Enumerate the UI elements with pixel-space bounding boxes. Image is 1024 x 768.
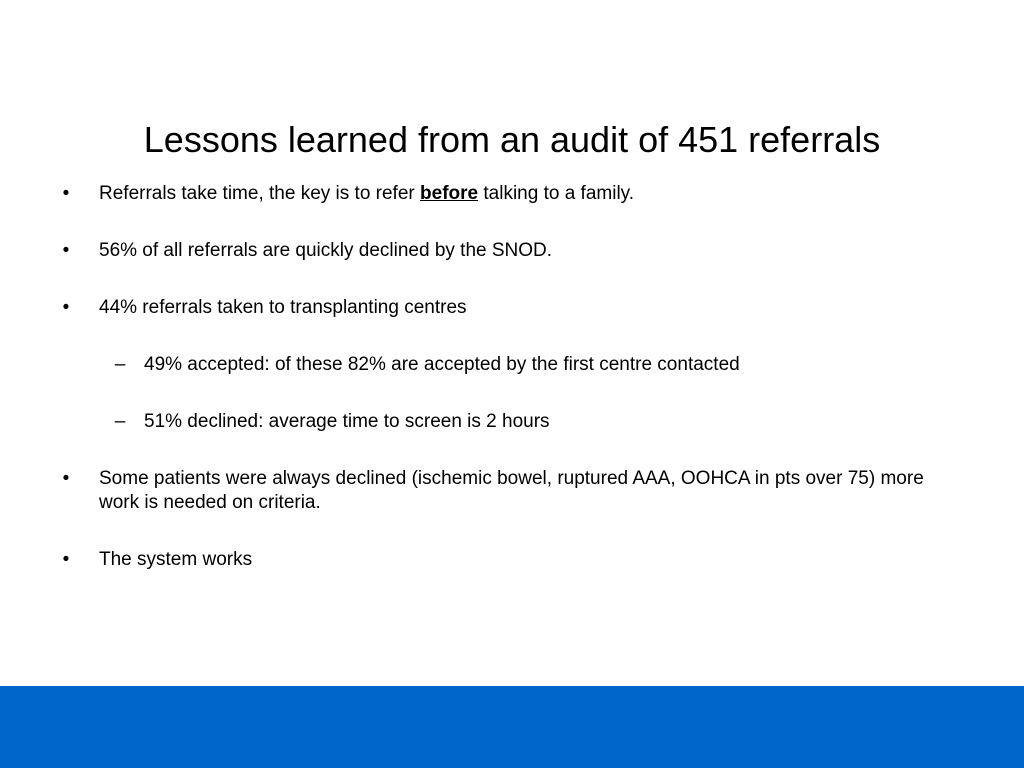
bullet-list	[58, 182, 958, 605]
bullet-item	[58, 548, 958, 572]
dash-marker: –	[114, 411, 126, 432]
bullet-text: The system works	[99, 549, 253, 570]
sub-bullet-item	[58, 353, 958, 377]
footer-bar	[0, 686, 1024, 768]
bullet-marker: •	[62, 549, 70, 570]
bullet-marker: •	[62, 468, 70, 489]
bullet-text-after: talking to a family.	[478, 183, 635, 204]
dash-marker: –	[114, 354, 126, 375]
sub-bullet-text: 51% declined: average time to screen is 2 hours	[144, 411, 550, 432]
bullet-item	[58, 467, 958, 515]
bullet-marker: •	[62, 240, 70, 261]
sub-bullet-item	[58, 410, 958, 434]
bullet-text: 44% referrals taken to transplanting centres	[99, 297, 467, 318]
slide-title: Lessons learned from an audit of 451 referrals	[143, 119, 881, 160]
sub-bullet-text: 49% accepted: of these 82% are accepted by the first centre contacted	[144, 354, 740, 375]
bullet-marker: •	[62, 297, 70, 318]
bullet-text	[99, 182, 958, 206]
bullet-emphasis: before	[420, 183, 479, 204]
bullet-marker: •	[62, 183, 70, 204]
bullet-item	[58, 182, 958, 206]
bullet-item	[58, 239, 958, 263]
bullet-item	[58, 296, 958, 320]
bullet-text: 56% of all referrals are quickly declined by the SNOD.	[99, 240, 553, 261]
bullet-text: Some patients were always declined (ischemic bowel, ruptured AAA, OOHCA in pts over 75) more work is needed on criteria.	[99, 468, 924, 513]
bullet-text-before: Referrals take time, the key is to refer	[99, 183, 421, 204]
